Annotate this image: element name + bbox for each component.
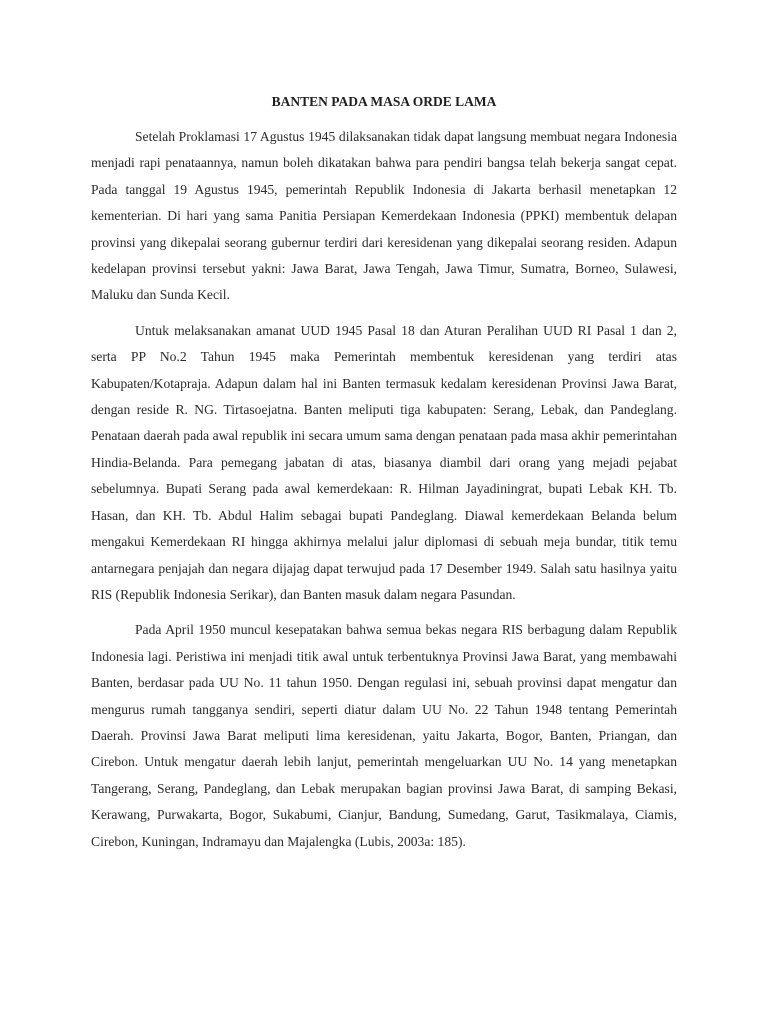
document-body (91, 92, 677, 864)
document-title: BANTEN PADA MASA ORDE LAMA (271, 94, 497, 109)
paragraph-3: Pada April 1950 muncul kesepatakan bahwa semua bekas negara RIS berbagung dalam Republik Indonesia lagi. Peristiwa ini menjadi titik awal untuk terbentuknya Provinsi Jawa Barat, yang membawahi Banten, berdasar pada UU No. 11 tahun 1950. Dengan regulasi ini, sebuah provinsi dapat mengatur dan mengurus rumah tangganya sendiri, seperti diatur dalam UU No. 22 Tahun 1948 tentang Pemerintah Daerah. Provinsi Jawa Barat meliputi lima keresidenan, yaitu Jakarta, Bogor, Banten, Priangan, dan Cirebon. Untuk mengatur daerah lebih lanjut, pemerintah mengeluarkan UU No. 14 yang menetapkan Tangerang, Serang, Pandeglang, dan Lebak merupakan bagian provinsi Jawa Barat, di samping Bekasi, Kerawang, Purwakarta, Bogor, Sukabumi, Cianjur, Bandung, Sumedang, Garut, Tasikmalaya, Ciamis, Cirebon, Kuningan, Indramayu dan Majalengka (Lubis, 2003a: 185). (91, 622, 677, 849)
paragraph-2: Untuk melaksanakan amanat UUD 1945 Pasal 18 dan Aturan Peralihan UUD RI Pasal 1 dan 2, serta PP No.2 Tahun 1945 maka Pemerintah membentuk keresidenan yang terdiri atas Kabupaten/Kotapraja. Adapun dalam hal ini Banten termasuk kedalam keresidenan Provinsi Jawa Barat, dengan reside R. NG. Tirtasoejatna. Banten meliputi tiga kabupaten: Serang, Lebak, dan Pandeglang. Penataan daerah pada awal republik ini secara umum sama dengan penataan pada masa akhir pemerintahan Hindia-Belanda. Para pemegang jabatan di atas, biasanya diambil dari orang yang mejadi pejabat sebelumnya. Bupati Serang pada awal kemerdekaan: R. Hilman Jayadiningrat, bupati Lebak KH. Tb. Hasan, dan KH. Tb. Abdul Halim sebagai bupati Pandeglang. Diawal kemerdekaan Belanda belum mengakui Kemerdekaan RI hingga akhirnya melalui jalur diplomasi di sebuah meja bundar, titik temu antarnegara penjajah dan negara dijajag dapat terwujud pada 17 Desember 1949. Salah satu hasilnya yaitu RIS (Republik Indonesia Serikar), dan Banten masuk dalam negara Pasundan. (91, 322, 677, 602)
paragraph-1: Setelah Proklamasi 17 Agustus 1945 dilaksanakan tidak dapat langsung membuat negara Indonesia menjadi rapi penataannya, namun boleh dikatakan bahwa para pendiri bangsa telah bekerja sangat cepat. Pada tanggal 19 Agustus 1945, pemerintah Republik Indonesia di Jakarta berhasil menetapkan 12 kementerian. Di hari yang sama Panitia Persiapan Kemerdekaan Indonesia (PPKI) membentuk delapan provinsi yang dikepalai seorang gubernur terdiri dari keresidenan yang dikepalai seorang residen. Adapun kedelapan provinsi tersebut yakni: Jawa Barat, Jawa Tengah, Jawa Timur, Sumatra, Borneo, Sulawesi, Maluku dan Sunda Kecil. (91, 129, 677, 303)
